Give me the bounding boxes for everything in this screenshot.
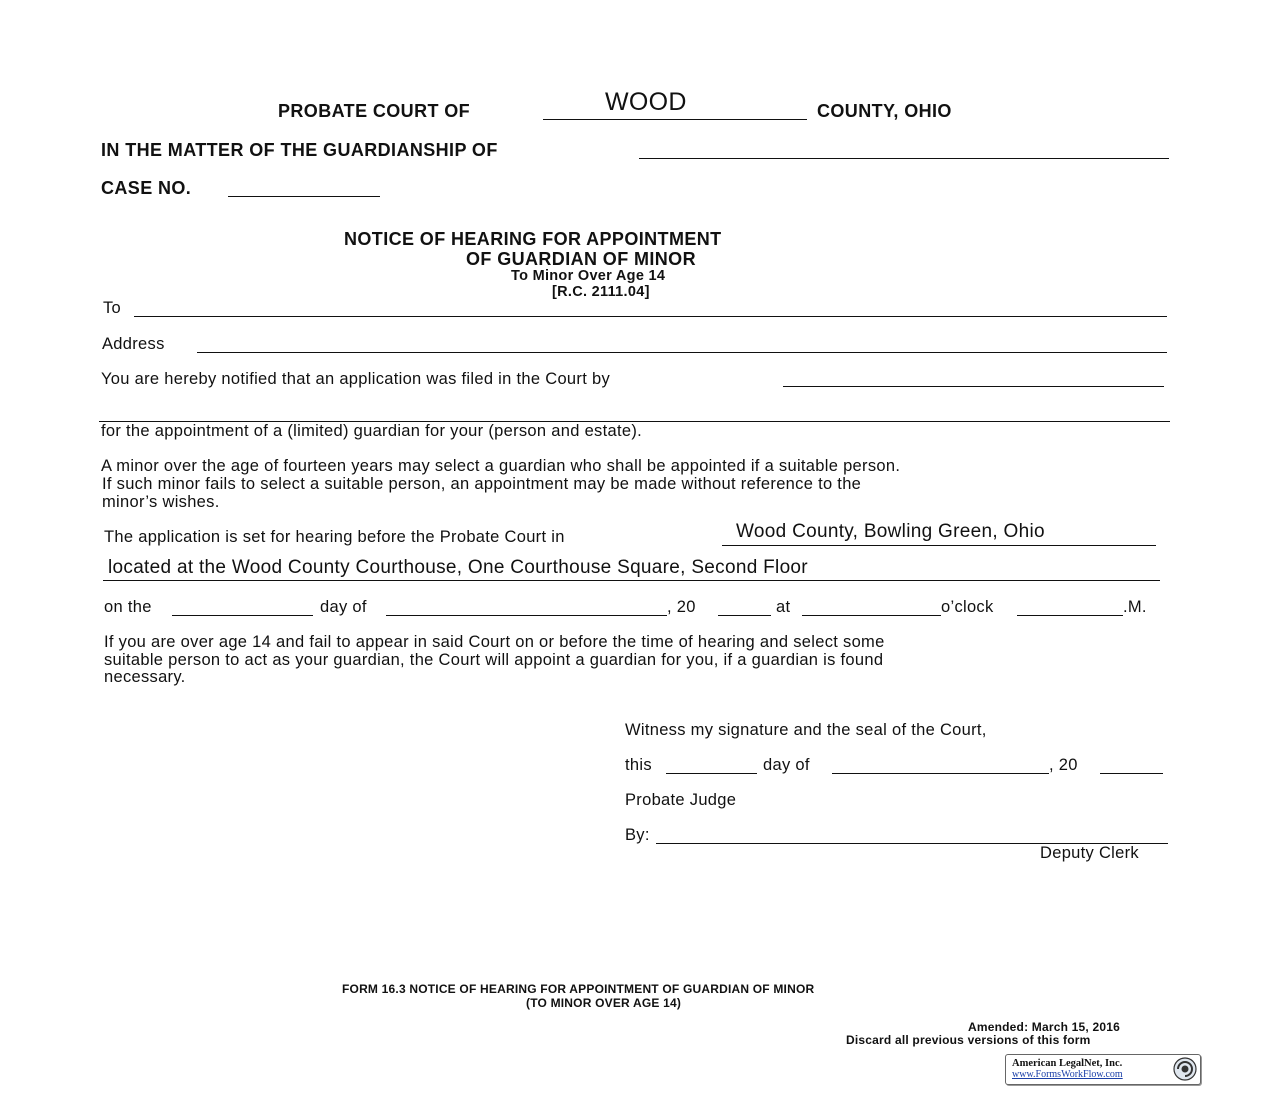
form-title: FORM 16.3 NOTICE OF HEARING FOR APPOINTMENT OF GUARDIAN OF MINOR bbox=[342, 982, 815, 996]
sig-year-prefix: , 20 bbox=[1049, 756, 1078, 774]
matter-label: IN THE MATTER OF THE GUARDIANSHIP OF bbox=[101, 140, 498, 160]
address-label: Address bbox=[102, 335, 165, 353]
oclock-label: o’clock bbox=[941, 598, 994, 616]
applicant-field[interactable] bbox=[783, 386, 1164, 387]
to-label: To bbox=[103, 299, 122, 317]
amended-date: Amended: March 15, 2016 bbox=[968, 1020, 1120, 1034]
title-line-4: [R.C. 2111.04] bbox=[552, 284, 650, 300]
guardianship-name-field[interactable] bbox=[639, 158, 1169, 159]
to-field[interactable] bbox=[134, 316, 1167, 317]
title-line-2: OF GUARDIAN OF MINOR bbox=[466, 249, 696, 269]
probate-judge-label: Probate Judge bbox=[625, 791, 737, 809]
notified-text: You are hereby notified that an application was filed in the Court by bbox=[101, 370, 610, 388]
at-label: at bbox=[776, 598, 791, 616]
fail-para-line-3: necessary. bbox=[104, 668, 186, 686]
discard-note: Discard all previous versions of this form bbox=[846, 1033, 1091, 1047]
logo-company-name: American LegalNet, Inc. bbox=[1012, 1058, 1123, 1069]
hearing-time-field[interactable] bbox=[802, 615, 941, 616]
minor-para-line-3: minor’s wishes. bbox=[102, 493, 220, 511]
hearing-place-value[interactable]: Wood County, Bowling Green, Ohio bbox=[736, 521, 1045, 542]
appointment-text: for the appointment of a (limited) guardian for your (person and estate). bbox=[101, 422, 643, 440]
form-subtitle: (TO MINOR OVER AGE 14) bbox=[526, 996, 682, 1010]
logo-url[interactable]: www.FormsWorkFlow.com bbox=[1012, 1069, 1123, 1080]
court-prefix: PROBATE COURT OF bbox=[278, 101, 471, 121]
case-number-field[interactable] bbox=[228, 196, 380, 197]
title-line-1: NOTICE OF HEARING FOR APPOINTMENT bbox=[344, 229, 722, 249]
minor-para-line-1: A minor over the age of fourteen years may select a guardian who shall be appointed if a suitable person. bbox=[101, 457, 901, 475]
witness-text: Witness my signature and the seal of the Court, bbox=[625, 721, 987, 739]
court-suffix: COUNTY, OHIO bbox=[817, 101, 952, 121]
hearing-year-field[interactable] bbox=[718, 615, 771, 616]
sig-day-field[interactable] bbox=[666, 773, 757, 774]
case-label: CASE NO. bbox=[101, 178, 192, 198]
sig-day-of-label: day of bbox=[763, 756, 810, 774]
meridiem-field[interactable] bbox=[1017, 615, 1123, 616]
on-the-label: on the bbox=[104, 598, 152, 616]
county-line bbox=[543, 119, 807, 120]
day-of-label: day of bbox=[320, 598, 367, 616]
hearing-place-line bbox=[722, 545, 1156, 546]
sig-month-field[interactable] bbox=[832, 773, 1049, 774]
hearing-month-field[interactable] bbox=[386, 615, 667, 616]
location-value[interactable]: located at the Wood County Courthouse, One Courthouse Square, Second Floor bbox=[108, 557, 808, 578]
sig-this-label: this bbox=[625, 756, 652, 774]
meridiem-label: .M. bbox=[1123, 598, 1147, 616]
fail-para-line-2: suitable person to act as your guardian, the Court will appoint a guardian for you, if a guardian is found bbox=[104, 651, 884, 669]
hearing-day-field[interactable] bbox=[172, 615, 313, 616]
minor-para-line-2: If such minor fails to select a suitable person, an appointment may be made without reference to the bbox=[102, 475, 862, 493]
location-line bbox=[103, 580, 1160, 581]
by-label: By: bbox=[625, 826, 650, 844]
sig-year-field[interactable] bbox=[1100, 773, 1163, 774]
year-prefix: , 20 bbox=[667, 598, 696, 616]
globe-logo-icon bbox=[1173, 1057, 1197, 1081]
company-logo[interactable] bbox=[1005, 1054, 1201, 1085]
title-line-3: To Minor Over Age 14 bbox=[511, 268, 666, 284]
fail-para-line-1: If you are over age 14 and fail to appear in said Court on or before the time of hearing and select some bbox=[104, 633, 885, 651]
county-value[interactable]: WOOD bbox=[605, 88, 687, 116]
hearing-label: The application is set for hearing before the Probate Court in bbox=[104, 528, 565, 546]
address-field[interactable] bbox=[197, 352, 1167, 353]
deputy-clerk-label: Deputy Clerk bbox=[1040, 844, 1139, 862]
